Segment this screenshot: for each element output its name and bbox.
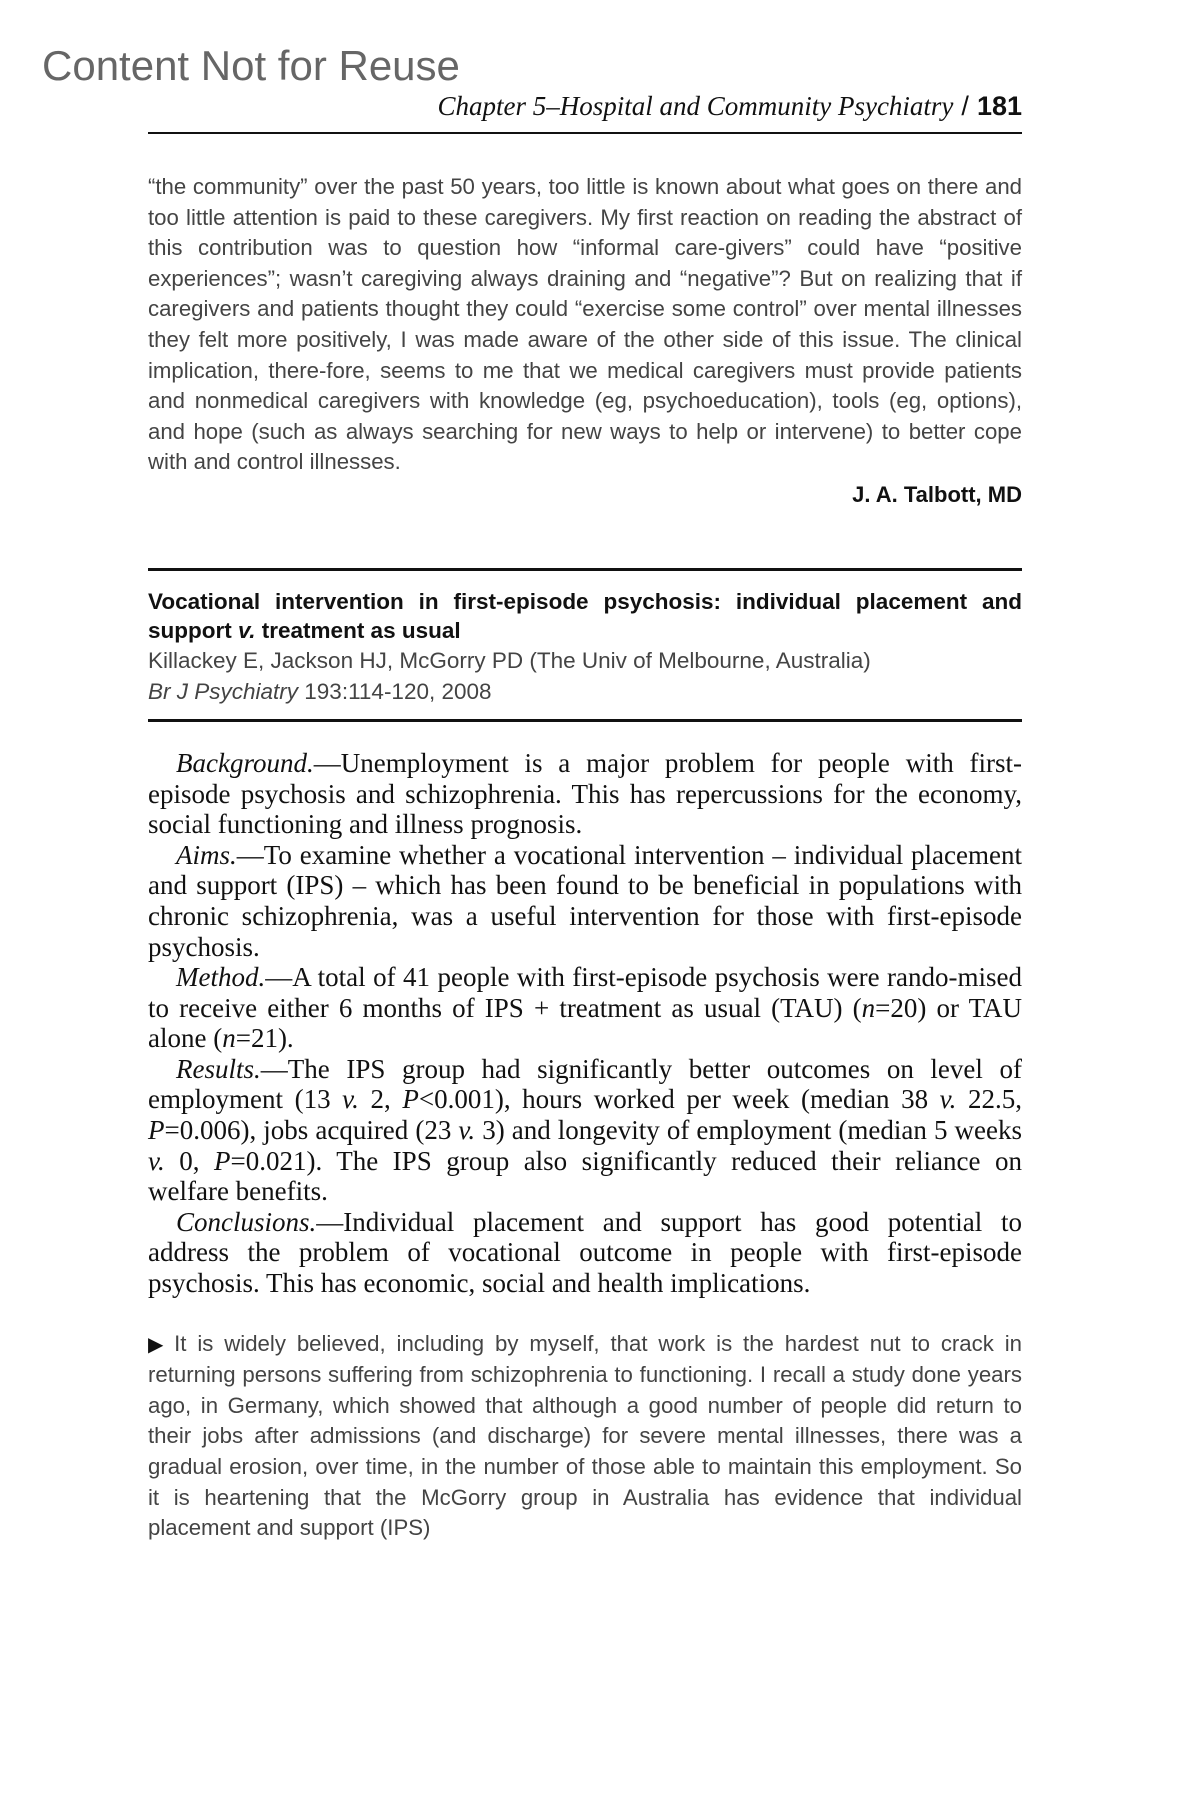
abstract — [148, 748, 1022, 1299]
abstract-background — [148, 748, 1022, 840]
n-symbol: n — [222, 1023, 236, 1054]
abstract-aims — [148, 840, 1022, 962]
article-title-part1: Vocational intervention in first-episode psychosis: individual placement and support — [148, 588, 1022, 643]
versus-symbol: v. — [148, 1145, 165, 1176]
conclusions-text: —Individual placement and support has good potential to address the problem of vocational outcome in people with first-episode psychosis. This has economic, social and health implications. — [148, 1206, 1022, 1299]
journal-name: Br J Psychiatry — [148, 678, 299, 704]
article-header — [148, 568, 1022, 722]
article-authors: Killackey E, Jackson HJ, McGorry PD (The Univ of Melbourne, Australia) — [148, 647, 871, 673]
results-text: 2, — [358, 1084, 403, 1115]
aims-heading: Aims. — [176, 839, 237, 870]
article-title-versus: v. — [238, 617, 256, 643]
method-heading: Method. — [176, 962, 266, 993]
p-symbol: P — [213, 1145, 231, 1176]
results-text: =0.006), jobs acquired (23 — [164, 1115, 459, 1146]
results-text: 3) and longevity of employment (median 5 weeks — [475, 1115, 1022, 1146]
abstract-conclusions — [148, 1207, 1022, 1299]
watermark: Content Not for Reuse — [42, 42, 460, 89]
background-heading: Background. — [176, 747, 314, 778]
results-text: <0.001), hours worked per week (median 38 — [418, 1084, 940, 1115]
abstract-method — [148, 962, 1022, 1054]
abstract-results — [148, 1054, 1022, 1207]
comment-signature: J. A. Talbott, MD — [852, 481, 1022, 507]
article-title — [148, 587, 1022, 645]
previous-comment-text: “the community” over the past 50 years, too little is known about what goes on there and too little attention is paid to these caregivers. My first reaction on reading the abstract of this contribution was to question how “informal care-givers” could have “positive experiences”; wasn’t caregiving always draining and “negative”? But on realizing that if caregivers and patients thought they could “exercise some control” over mental illnesses they felt more positively, I was made aware of the other side of this issue. The clinical implication, there-fore, seems to me that we medical caregivers must provide patients and nonmedical caregivers with knowledge (eg, psychoeducation), tools (eg, options), and hope (such as always searching for new ways to help or intervene) to better cope with and control illnesses. — [148, 174, 1022, 475]
versus-symbol: v. — [939, 1084, 957, 1115]
results-text: —The IPS group had significantly better outcomes on level of employment (13 — [148, 1053, 1022, 1115]
results-text: 0, — [164, 1145, 214, 1176]
results-heading: Results. — [176, 1053, 261, 1084]
page-number: 181 — [976, 91, 1022, 121]
commentary — [148, 1329, 1022, 1544]
commentary-text: It is widely believed, including by myself, that work is the hardest nut to crack in returning persons suffering from schizophrenia to functioning. I recall a study done years ago, in Germany, which showed that although a good number of people did return to their jobs after admissions (and discharge) for severe mental illnesses, there was a gradual erosion, over time, in the number of those able to maintain this employment. So it is heartening that the McGorry group in Australia has evidence that individual placement and support (IPS) — [148, 1330, 1023, 1541]
running-head — [148, 86, 1022, 134]
citation-details: 193:114-120, 2008 — [298, 678, 492, 704]
chapter-title: Chapter 5–Hospital and Community Psychiatry — [437, 91, 954, 121]
results-text: 22.5, — [956, 1084, 1023, 1115]
method-text: =21). — [235, 1023, 294, 1054]
conclusions-heading: Conclusions. — [176, 1206, 317, 1237]
background-text: —Unemployment is a major problem for people with first-episode psychosis and schizophrenia. This has repercussions for the economy, social functioning and illness prognosis. — [148, 747, 1022, 840]
versus-symbol: v. — [458, 1115, 476, 1146]
versus-symbol: v. — [342, 1084, 359, 1115]
method-text: —A total of 41 people with first-episode psychosis were rando-mised to receive either 6 months of IPS + treatment as usual (TAU) ( — [148, 962, 1022, 1023]
running-head-separator: / — [961, 91, 969, 121]
play-arrow-icon: ▶ — [148, 1333, 169, 1356]
aims-text: —To examine whether a vocational intervention – individual placement and support (IPS) – which has been found to be beneficial in populations with chronic schizophrenia, was a useful intervention for those with first-episode psychosis. — [148, 839, 1022, 962]
article-citation — [148, 676, 1022, 707]
p-symbol: P — [402, 1084, 419, 1115]
article-title-part2: treatment as usual — [255, 617, 461, 643]
method-text: =20) or TAU alone ( — [148, 992, 1022, 1054]
results-text: =0.021). The IPS group also significantly reduced their reliance on welfare benefits. — [148, 1145, 1022, 1207]
n-symbol: n — [861, 992, 876, 1023]
page — [148, 86, 1022, 1544]
p-symbol: P — [148, 1115, 165, 1146]
